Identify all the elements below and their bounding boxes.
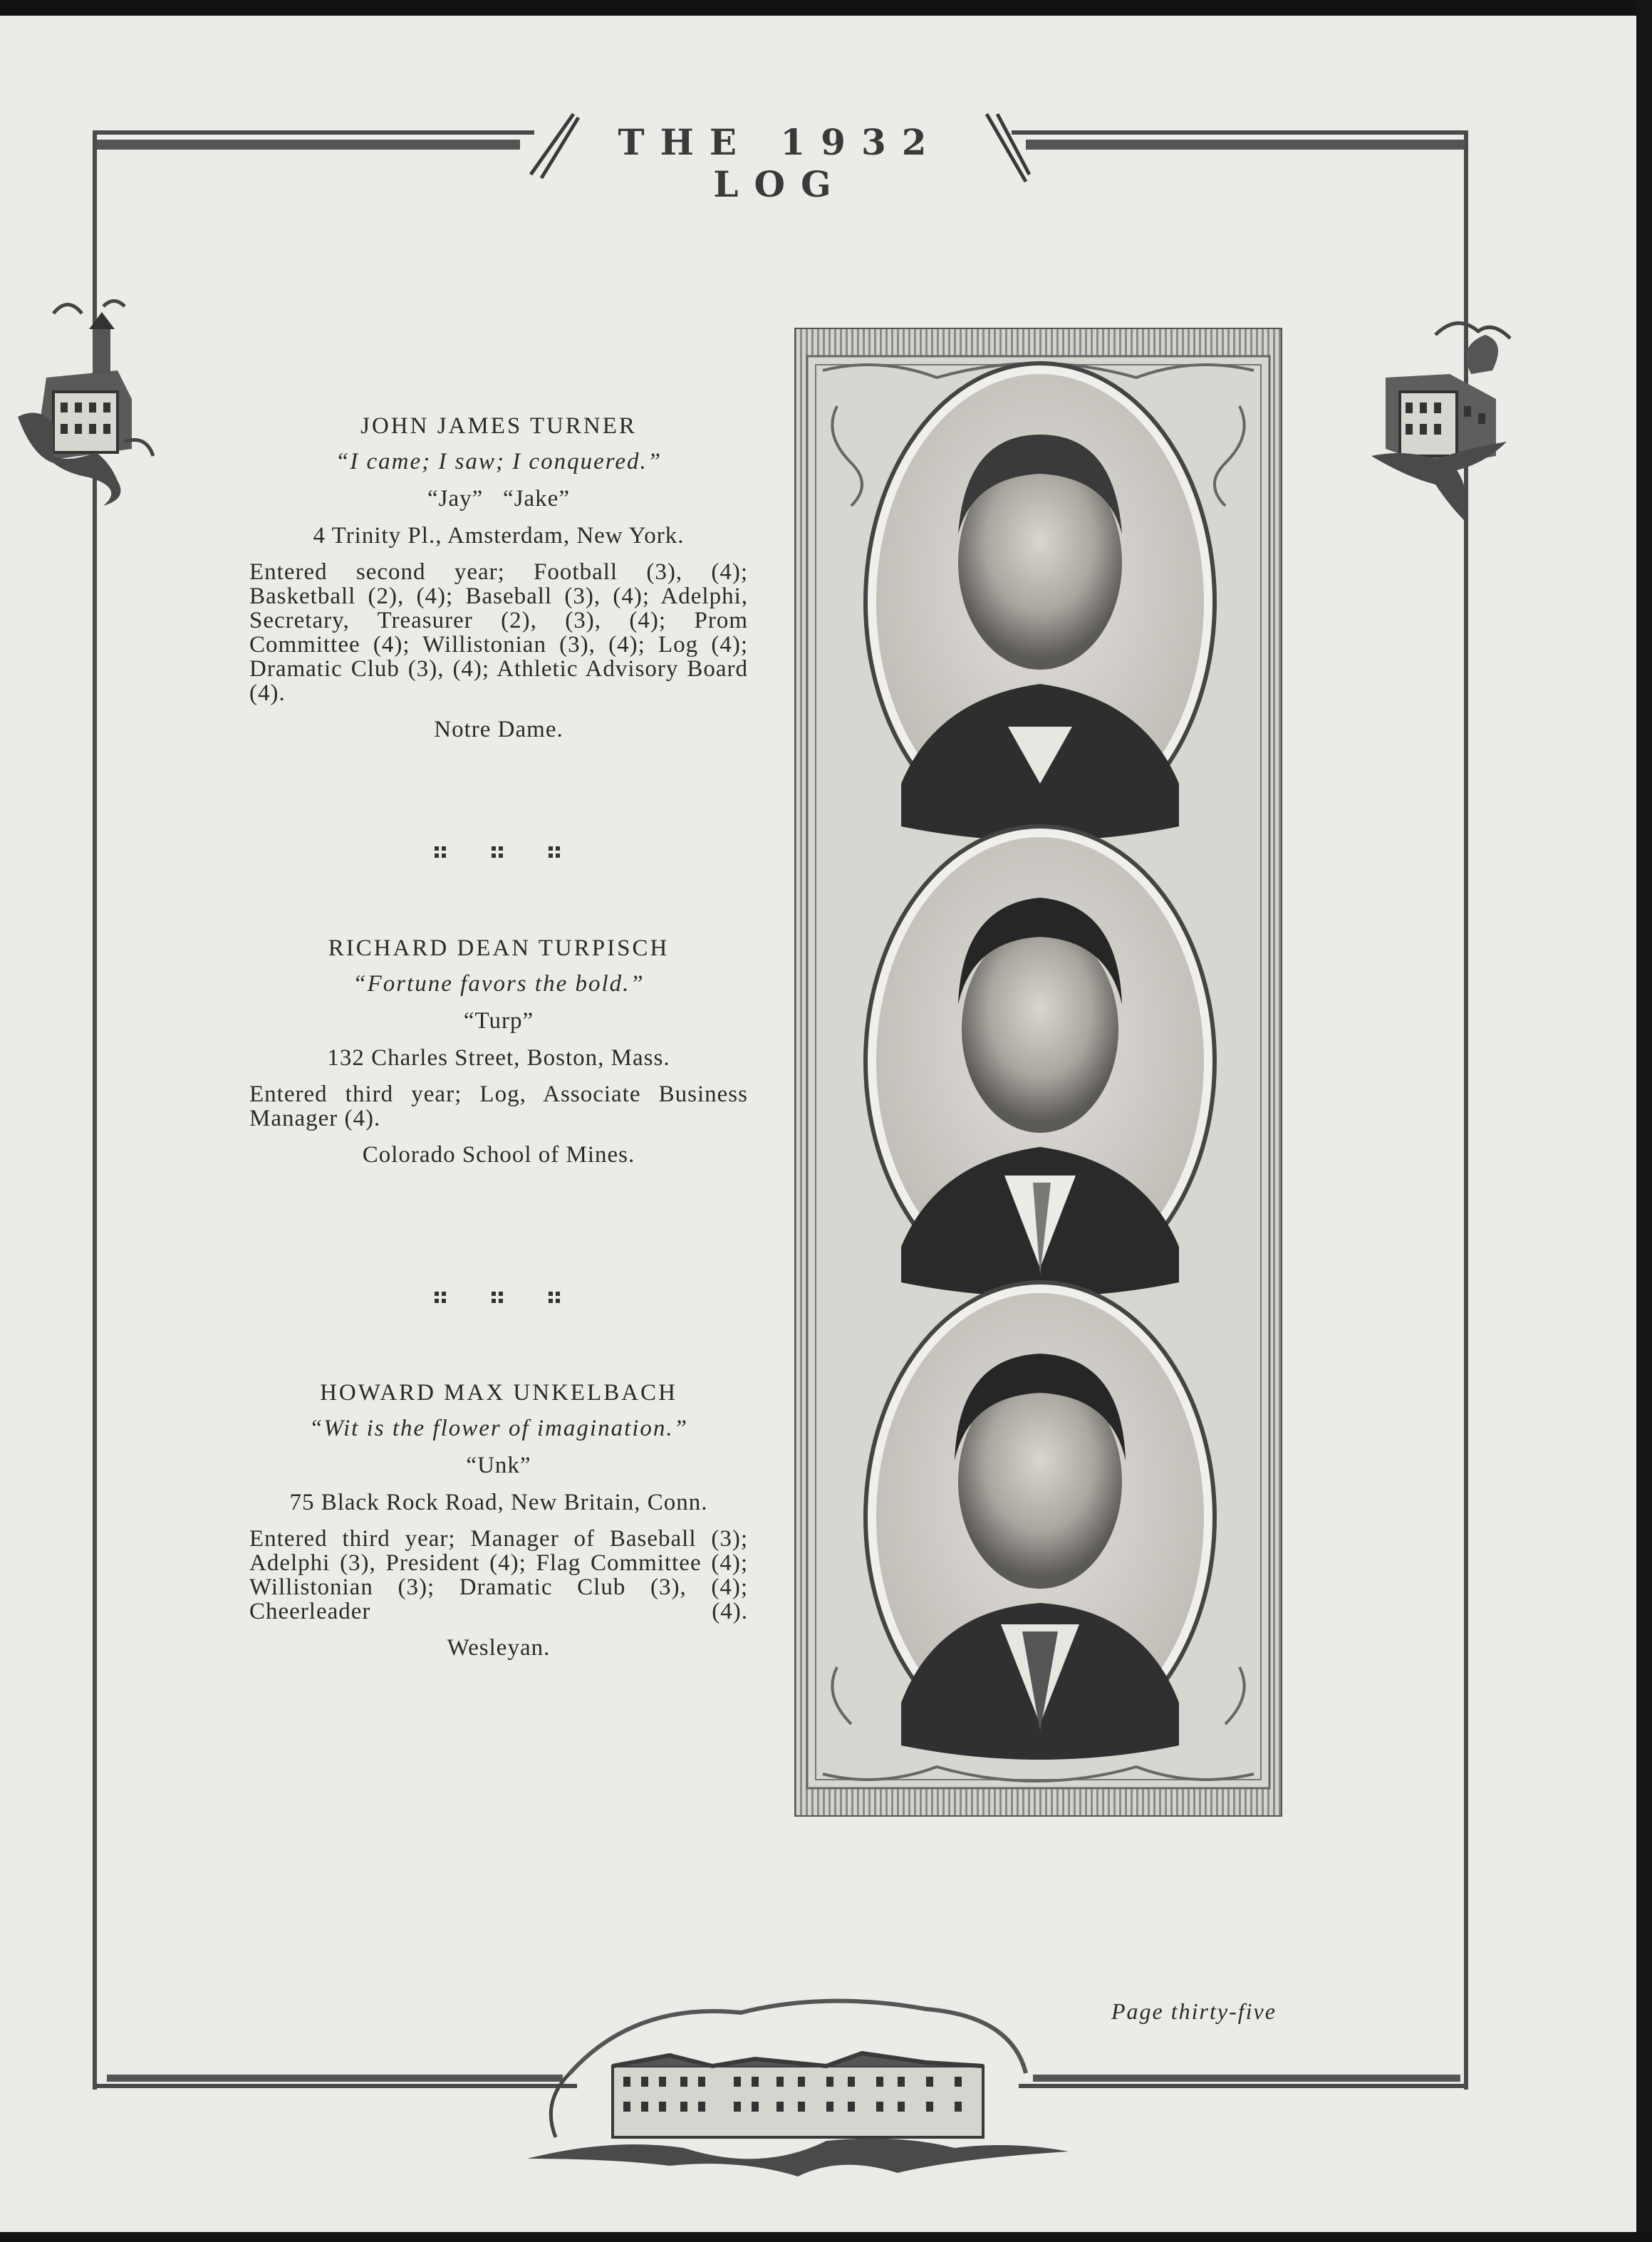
portrait-unkelbach	[866, 1282, 1215, 1760]
senior-college: Notre Dame.	[434, 717, 563, 742]
senior-college: Colorado School of Mines.	[362, 1142, 635, 1168]
senior-college: Wesleyan.	[447, 1635, 551, 1661]
senior-motto: “Wit is the flower of imagination.”	[308, 1416, 689, 1441]
senior-nicknames: “Unk”	[466, 1453, 531, 1478]
senior-address: 4 Trinity Pl., Amsterdam, New York.	[313, 523, 685, 549]
senior-record: Entered third year; Log, Associate Business Manager (4).	[249, 1081, 748, 1131]
senior-name: RICHARD DEAN TURPISCH	[328, 935, 670, 961]
left-schoolhouse-emblem	[11, 285, 160, 513]
page-number: Page thirty-five	[1111, 1998, 1277, 2024]
senior-motto: “Fortune favors the bold.”	[353, 971, 645, 997]
senior-name: HOWARD MAX UNKELBACH	[320, 1380, 677, 1406]
portrait-turpisch	[866, 826, 1215, 1297]
entry-separator	[427, 1286, 577, 1307]
senior-nicknames: “Jay” “Jake”	[427, 486, 570, 512]
senior-address: 75 Black Rock Road, New Britain, Conn.	[289, 1490, 708, 1515]
entry-separator	[427, 841, 577, 862]
senior-name: JOHN JAMES TURNER	[360, 413, 637, 439]
senior-entry-turpisch	[249, 935, 748, 1168]
senior-nicknames: “Turp”	[463, 1008, 534, 1034]
portrait-turner	[866, 363, 1215, 841]
senior-record: Entered third year; Manager of Baseball (3); Adelphi (3), President (4); Flag Committee (4); Willistonian (3); Dramatic Club (3), (4); Cheerleader (4).	[249, 1526, 748, 1624]
yearbook-header-title: THE 1932 LOG	[618, 121, 942, 205]
senior-motto: “I came; I saw; I conquered.”	[335, 449, 663, 474]
senior-record: Entered second year; Football (3), (4); Basketball (2), (4); Baseball (3), (4); Adelphi, Secretary, Treasurer (2), (3), (4); Prom Committee (4); Willistonian (3), (4); Log (4); Dramatic Club (3), (4); Athletic Advisory Board (4).	[249, 559, 748, 706]
senior-address: 132 Charles Street, Boston, Mass.	[327, 1045, 670, 1071]
right-building-emblem	[1364, 306, 1528, 534]
senior-entry-turner	[249, 413, 748, 742]
senior-entry-unkelbach	[249, 1380, 748, 1661]
portrait-panel	[794, 328, 1282, 1817]
campus-buildings-emblem	[527, 1988, 1069, 2187]
